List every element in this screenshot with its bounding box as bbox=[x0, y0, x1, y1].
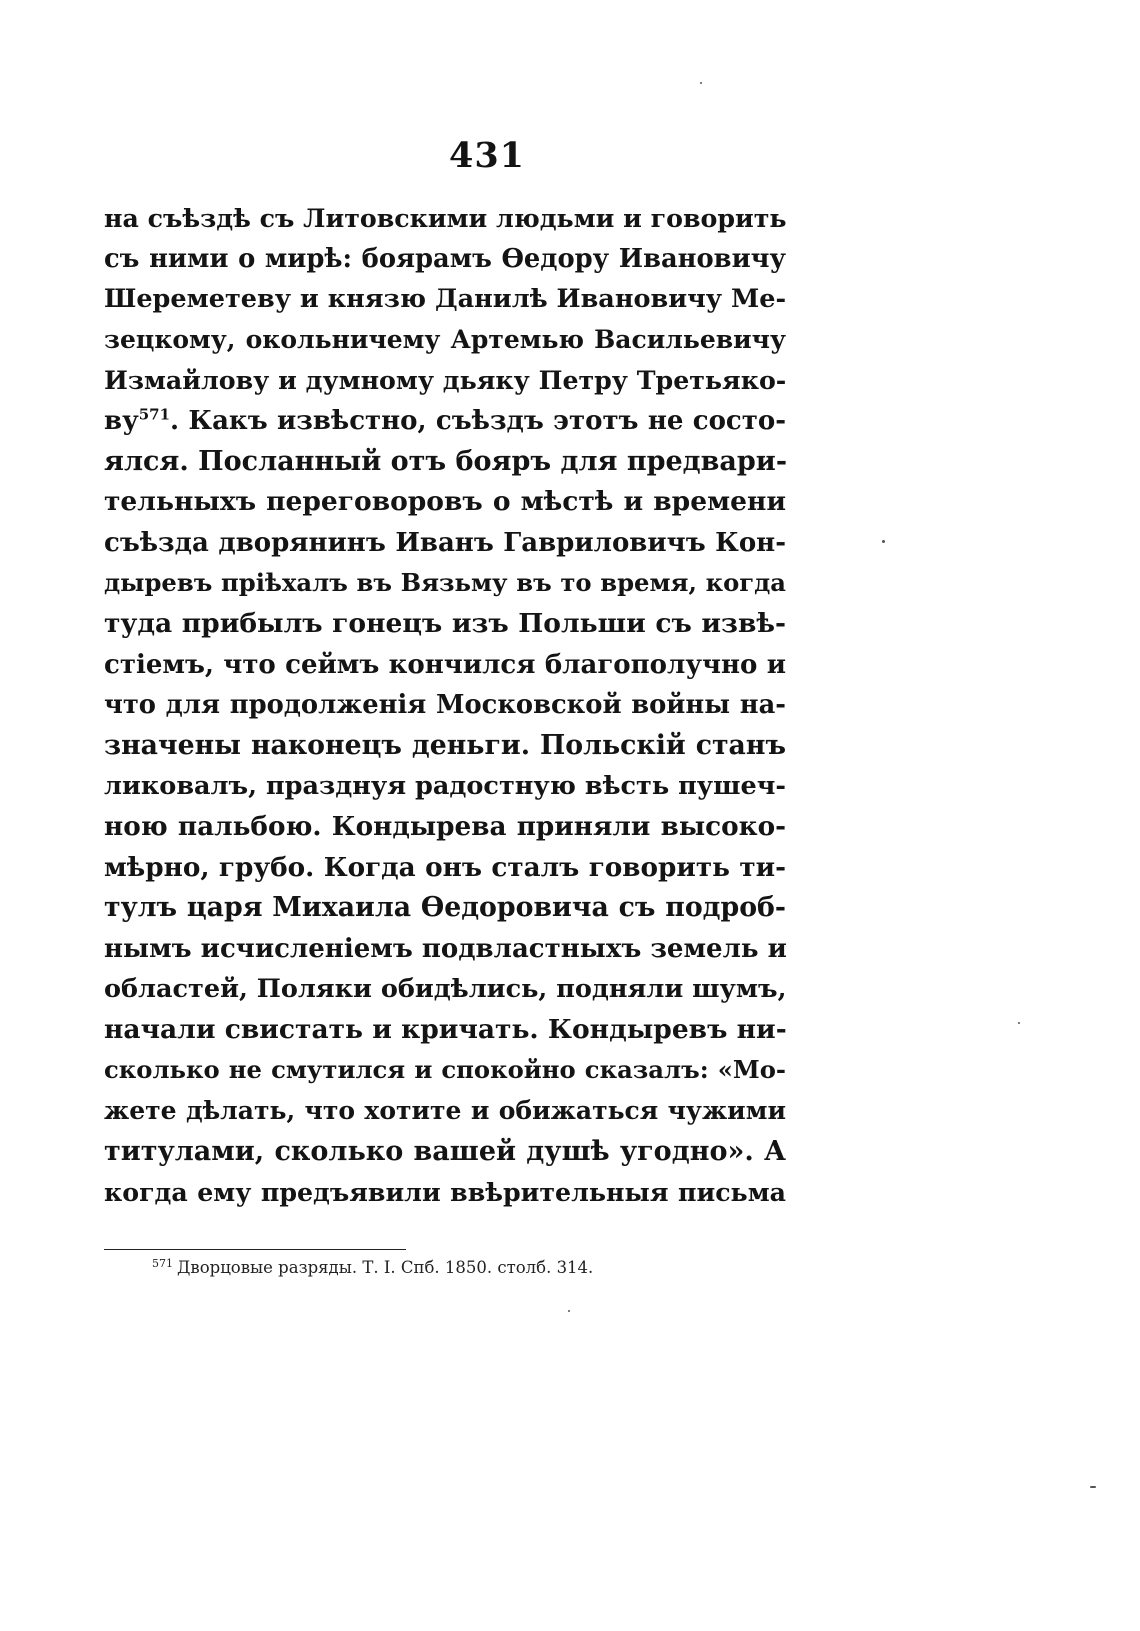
text-line: зецкому, окольничему Артемью Васильевичу bbox=[104, 324, 786, 354]
text-line: мѣрно, грубо. Когда онъ сталъ говорить ти- bbox=[104, 851, 786, 883]
body-text bbox=[104, 198, 786, 1213]
text-line: титулами, сколько вашей душѣ угодно». А bbox=[104, 1135, 786, 1167]
text-line: съ ними о мирѣ: боярамъ Ѳедору Ивановичу bbox=[104, 243, 786, 274]
text-line: начали свистать и кричать. Кондыревъ ни- bbox=[104, 1013, 787, 1045]
text-line: областей, Поляки обидѣлись, подняли шумъ, bbox=[104, 974, 787, 1005]
footnote-marker: 571 bbox=[152, 1256, 173, 1270]
text-line: значены наконецъ деньги. Польскій станъ bbox=[104, 729, 786, 761]
text-line: на съѣздѣ съ Литовскими людьми и говорить bbox=[104, 203, 787, 233]
footnote-text: Дворцовые разряды. Т. I. Спб. 1850. столб. 314. bbox=[177, 1258, 594, 1277]
scan-speck bbox=[1090, 1486, 1096, 1488]
scan-speck bbox=[882, 540, 885, 543]
text-line: что для продолженія Московской войны на- bbox=[104, 690, 786, 721]
text-line: ликовалъ, празднуя радостную вѣсть пушеч- bbox=[104, 771, 786, 802]
line-rest: . Какъ извѣстно, съѣздъ этотъ не состо- bbox=[170, 405, 786, 436]
text-line: нымъ исчисленіемъ подвластныхъ земель и bbox=[104, 933, 787, 964]
text-line: тулъ царя Михаила Ѳедоровича съ подроб- bbox=[104, 892, 786, 924]
line-start: ву bbox=[104, 405, 139, 436]
text-line: туда прибылъ гонецъ изъ Польши съ извѣ- bbox=[104, 607, 786, 639]
text-line: ною пальбою. Кондырева приняли высоко- bbox=[104, 810, 786, 842]
text-line: дыревъ пріѣхалъ въ Вязьму въ то время, когда bbox=[104, 568, 786, 598]
scan-speck bbox=[700, 82, 702, 84]
text-line: жете дѣлать, что хотите и обижаться чужими bbox=[104, 1096, 786, 1126]
text-line: сколько не смутился и спокойно сказалъ: «Мо- bbox=[104, 1055, 786, 1085]
scan-speck bbox=[1018, 1022, 1020, 1024]
footnote-reference: 571 bbox=[138, 405, 171, 424]
footnote bbox=[152, 1257, 593, 1279]
text-line: съѣзда дворянинъ Иванъ Гавриловичъ Кон- bbox=[104, 527, 786, 558]
text-line: ялся. Посланный отъ бояръ для предвари- bbox=[104, 445, 788, 477]
text-line: когда ему предъявили ввѣрительныя письма bbox=[104, 1177, 786, 1208]
text-line-with-note-ref bbox=[104, 401, 786, 442]
text-line: Измайлову и думному дьяку Петру Третьяко- bbox=[104, 365, 787, 396]
scan-speck bbox=[568, 1310, 570, 1312]
footnote-divider bbox=[104, 1249, 406, 1250]
text-line: стіемъ, что сеймъ кончился благополучно и bbox=[104, 649, 786, 680]
text-line: тельныхъ переговоровъ о мѣстѣ и времени bbox=[104, 486, 786, 518]
text-line: Шереметеву и князю Данилѣ Ивановичу Ме- bbox=[104, 284, 787, 315]
page-number: 431 bbox=[448, 135, 526, 176]
